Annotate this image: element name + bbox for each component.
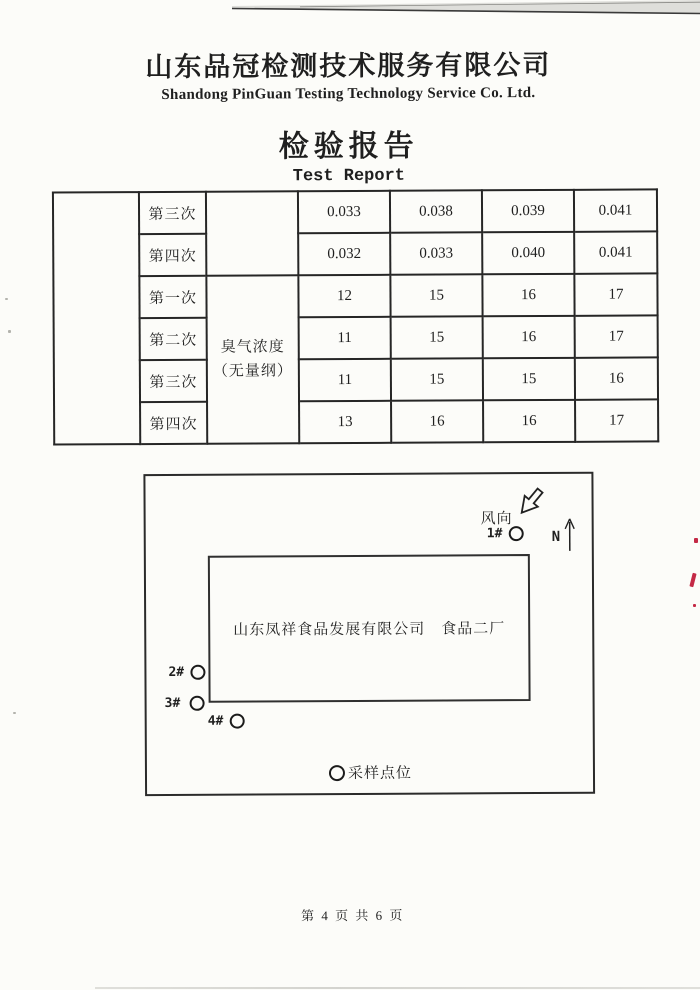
page-indicator: 第 4 页 共 6 页: [301, 907, 405, 924]
value-cell: 15: [390, 274, 482, 316]
sampling-point-4-label: 4#: [207, 713, 224, 729]
value-cell: 15: [391, 358, 483, 400]
trial-cell: 第三次: [140, 360, 207, 402]
sampling-point-circle-icon: [229, 714, 244, 729]
table-row: [54, 399, 658, 444]
trial-cell: 第一次: [139, 276, 206, 318]
table-row: [54, 315, 658, 360]
report-header: [0, 48, 699, 188]
legend-label: 采样点位: [347, 764, 413, 783]
value-cell: 11: [299, 317, 391, 359]
sampling-point-3: [165, 696, 205, 711]
sampling-point-3-label: 3#: [164, 695, 181, 711]
report-title-en: Test Report: [292, 167, 406, 187]
scan-speck: [5, 298, 8, 300]
value-cell: 0.040: [482, 232, 574, 274]
value-cell: 16: [575, 357, 658, 399]
scan-speck: [8, 330, 11, 333]
value-cell: 15: [391, 316, 483, 358]
results-table: [52, 188, 659, 445]
table-row: [54, 357, 658, 402]
company-name-en: Shandong PinGuan Testing Technology Service Co. Ltd.: [161, 85, 536, 104]
value-cell: 16: [483, 400, 575, 442]
sampling-point-2: [168, 665, 205, 680]
sampling-point-4: [208, 714, 245, 729]
scan-speck: [13, 712, 16, 714]
value-cell: 17: [575, 399, 658, 441]
table-row: [53, 231, 657, 276]
value-cell: 0.038: [390, 190, 482, 232]
parameter-cell-continued: [206, 191, 298, 275]
value-cell: 15: [483, 358, 575, 400]
value-cell: 0.039: [482, 190, 574, 232]
parameter-line2: （无量纲）: [212, 363, 293, 380]
value-cell: 0.041: [574, 231, 657, 273]
wind-direction-arrow-icon: [510, 481, 550, 522]
sampling-point-circle-icon: [189, 696, 204, 711]
sampling-point-2-label: 2#: [168, 664, 185, 680]
blank-cell: [53, 192, 140, 444]
sampling-point-1-label: 1#: [486, 526, 503, 542]
wind-direction-label: 风向: [480, 510, 513, 528]
company-name-cn: 山东品冠检测技术服务有限公司: [145, 49, 552, 83]
table-row: [53, 273, 657, 318]
sampling-point-circle-icon: [508, 526, 523, 541]
value-cell: 0.032: [298, 233, 390, 275]
trial-cell: 第四次: [140, 402, 207, 444]
report-title-cn: 检验报告: [278, 130, 419, 164]
value-cell: 16: [391, 400, 483, 442]
map-legend: [329, 762, 412, 783]
factory-label: 山东凤祥食品发展有限公司 食品二厂: [233, 620, 506, 639]
value-cell: 16: [482, 274, 574, 316]
value-cell: 13: [299, 401, 391, 443]
value-cell: 17: [574, 273, 657, 315]
value-cell: 17: [575, 315, 658, 357]
scan-artifact-bottom: [95, 987, 700, 989]
trial-cell: 第二次: [140, 318, 207, 360]
sampling-point-circle-icon: [190, 665, 205, 680]
trial-cell: 第三次: [139, 192, 206, 234]
site-map: [143, 472, 595, 796]
parameter-line1: 臭气浓度: [220, 339, 285, 356]
scan-speck: [694, 538, 698, 543]
factory-boundary: [208, 554, 531, 703]
value-cell: 0.033: [390, 232, 482, 274]
legend-circle-icon: [329, 765, 345, 781]
value-cell: 11: [299, 359, 391, 401]
value-cell: 0.033: [298, 191, 390, 233]
parameter-cell: [206, 275, 299, 443]
north-arrow-icon: [563, 517, 577, 553]
value-cell: 12: [298, 275, 390, 317]
value-cell: 16: [483, 316, 575, 358]
north-label: N: [551, 528, 561, 545]
sampling-point-1: [487, 526, 524, 541]
value-cell: 0.041: [574, 189, 657, 231]
scan-speck: [693, 604, 696, 607]
trial-cell: 第四次: [139, 234, 206, 276]
table-row: [53, 189, 657, 234]
